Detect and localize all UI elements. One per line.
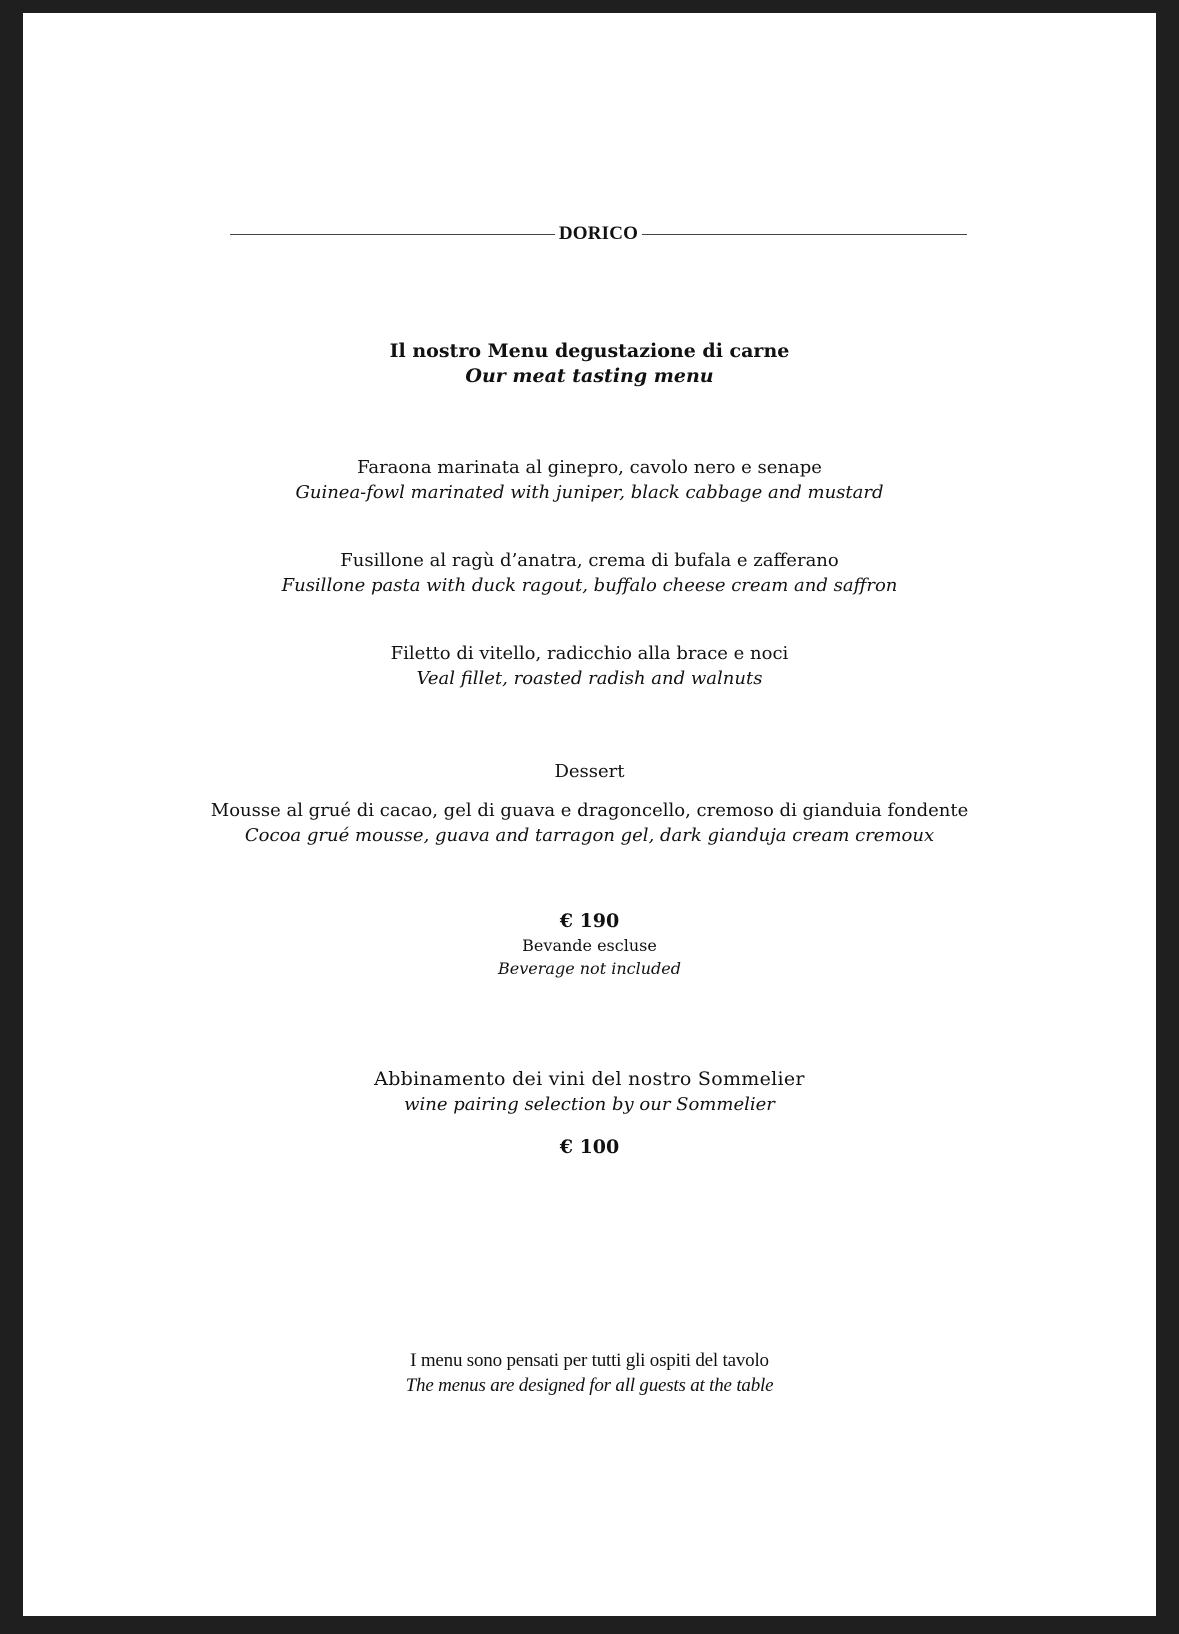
pairing-it: Abbinamento dei vini del nostro Sommelier <box>374 1068 805 1090</box>
pairing-en: wine pairing selection by our Sommelier <box>404 1094 775 1115</box>
course-2-en: Fusillone pasta with duck ragout, buffalo cheese cream and saffron <box>281 575 898 596</box>
course-2 <box>23 548 1156 598</box>
dessert-course <box>23 798 1156 848</box>
course-1-en: Guinea-fowl marinated with juniper, black cabbage and mustard <box>295 482 884 503</box>
footer-it: I menu sono pensati per tutti gli ospiti del tavolo <box>410 1350 769 1371</box>
course-3 <box>23 641 1156 691</box>
dessert-it: Mousse al grué di cacao, gel di guava e dragoncello, cremoso di gianduia fondente <box>210 800 969 821</box>
menu-title <box>23 339 1156 389</box>
brand-name: DORICO <box>558 223 639 244</box>
header-rule-right <box>642 234 967 235</box>
menu-title-en: Our meat tasting menu <box>465 365 714 387</box>
wine-pairing <box>23 1067 1156 1117</box>
menu-price: € 190 <box>559 910 620 932</box>
menu-page <box>23 13 1156 1616</box>
dessert-en: Cocoa grué mousse, guava and tarragon gel, dark gianduja cream cremoux <box>244 825 935 846</box>
course-1 <box>23 455 1156 505</box>
footer-note <box>23 1348 1156 1398</box>
footer-en: The menus are designed for all guests at the table <box>405 1375 774 1396</box>
menu-price-block <box>23 909 1156 980</box>
course-3-it: Filetto di vitello, radicchio alla brace e noci <box>390 643 789 664</box>
menu-title-it: Il nostro Menu degustazione di carne <box>389 340 790 362</box>
course-2-it: Fusillone al ragù d’anatra, crema di bufala e zafferano <box>340 550 839 571</box>
beverage-note-en: Beverage not included <box>498 959 681 978</box>
menu-header <box>230 219 967 249</box>
beverage-note-it: Bevande escluse <box>522 936 657 955</box>
course-3-en: Veal fillet, roasted radish and walnuts <box>416 668 763 689</box>
pairing-price: € 100 <box>559 1136 620 1158</box>
header-rule-left <box>230 234 555 235</box>
dessert-heading: Dessert <box>554 761 625 782</box>
course-1-it: Faraona marinata al ginepro, cavolo nero e senape <box>357 457 822 478</box>
pairing-price-block <box>23 1135 1156 1160</box>
dessert-label <box>23 759 1156 784</box>
